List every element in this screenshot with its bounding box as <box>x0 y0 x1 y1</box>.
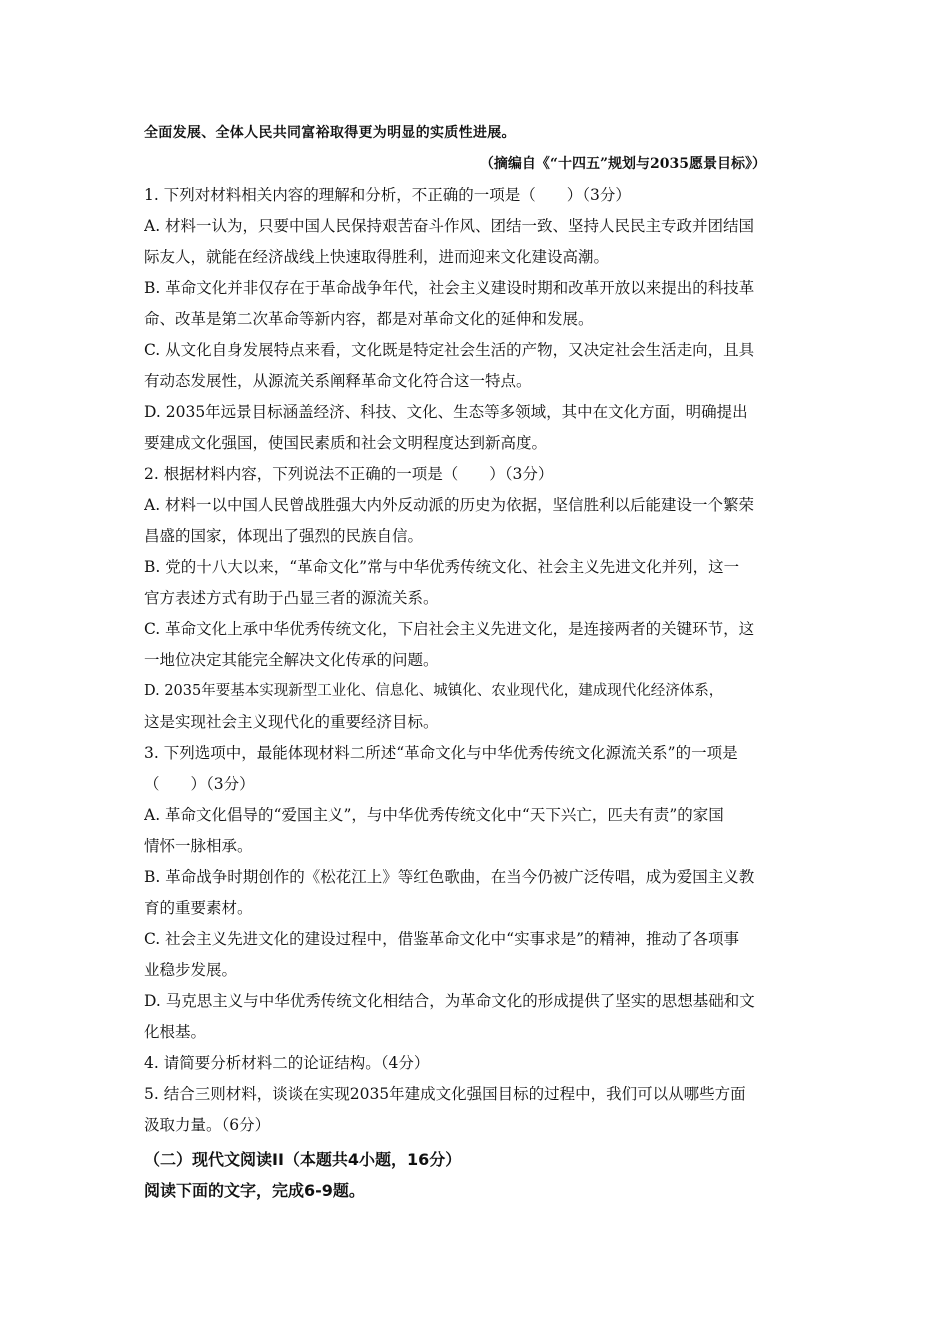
question-stem: 5. 结合三则材料，谈谈在实现2035年建成文化强国目标的过程中，我们可以从哪些方面 <box>144 1085 746 1103</box>
option-a-cont: 昌盛的国家，体现出了强烈的民族自信。 <box>144 527 424 545</box>
question-stem-cont: 汲取力量。（6分） <box>144 1116 271 1134</box>
question-stem-cont: （ ）（3分） <box>144 775 255 793</box>
option-c-cont: 有动态发展性，从源流关系阐释革命文化符合这一特点。 <box>144 372 532 390</box>
question-stem: 1. 下列对材料相关内容的理解和分析，不正确的一项是（ ）（3分） <box>144 186 631 204</box>
option-d-cont: 化根基。 <box>144 1023 207 1041</box>
option-a: A. 材料一认为，只要中国人民保持艰苦奋斗作风、团结一致、坚持人民民主专政并团结国 <box>144 217 755 235</box>
page-content <box>144 118 810 1206</box>
question-4 <box>144 1048 810 1079</box>
option-d: D. 2035年远景目标涵盖经济、科技、文化、生态等多领域，其中在文化方面，明确提出 <box>144 403 748 421</box>
option-c-cont: 业稳步发展。 <box>144 961 238 979</box>
section-instruction: 阅读下面的文字，完成6-9题。 <box>144 1181 365 1200</box>
option-c: C. 革命文化上承中华优秀传统文化，下启社会主义先进文化，是连接两者的关键环节，这 <box>144 620 755 638</box>
question-stem: 3. 下列选项中，最能体现材料二所述“革命文化与中华优秀传统文化源流关系”的一项是 <box>144 744 738 762</box>
question-3 <box>144 738 810 1048</box>
option-b: B. 革命战争时期创作的《松花江上》等红色歌曲，在当今仍被广泛传唱，成为爱国主义教 <box>144 868 755 886</box>
option-a: A. 革命文化倡导的“爱国主义”，与中华优秀传统文化中“天下兴亡，匹夫有责”的家国 <box>144 806 724 824</box>
option-c: C. 从文化自身发展特点来看，文化既是特定社会生活的产物，又决定社会生活走向，且具 <box>144 341 755 359</box>
question-5 <box>144 1079 810 1141</box>
option-c-cont: 一地位决定其能完全解决文化传承的问题。 <box>144 651 439 669</box>
option-c: C. 社会主义先进文化的建设过程中，借鉴革命文化中“实事求是”的精神，推动了各项事 <box>144 930 740 948</box>
option-b: B. 革命文化并非仅存在于革命战争年代，社会主义建设时期和改革开放以来提出的科技革 <box>144 279 755 297</box>
option-a-cont: 际友人，就能在经济战线上快速取得胜利，进而迎来文化建设高潮。 <box>144 248 610 266</box>
option-a-cont: 情怀一脉相承。 <box>144 837 253 855</box>
option-b: B. 党的十八大以来，“革命文化”常与中华优秀传统文化、社会主义先进文化并列，这一 <box>144 558 740 576</box>
paragraph-tail: 全面发展、全体人民共同富裕取得更为明显的实质性进展。 <box>144 125 516 141</box>
question-2 <box>144 459 810 738</box>
source-citation: （摘编自《“十四五”规划与2035愿景目标》） <box>479 156 766 172</box>
option-d-cont: 要建成文化强国，使国民素质和社会文明程度达到新高度。 <box>144 434 548 452</box>
question-stem: 2. 根据材料内容，下列说法不正确的一项是（ ）（3分） <box>144 465 554 483</box>
option-d-cont: 这是实现社会主义现代化的重要经济目标。 <box>144 713 439 731</box>
option-a: A. 材料一以中国人民曾战胜强大内外反动派的历史为依据，坚信胜利以后能建设一个繁荣 <box>144 496 755 514</box>
option-b-cont: 命、改革是第二次革命等新内容，都是对革命文化的延伸和发展。 <box>144 310 594 328</box>
question-stem: 4. 请简要分析材料二的论证结构。（4分） <box>144 1054 430 1072</box>
option-d: D. 马克思主义与中华优秀传统文化相结合，为革命文化的形成提供了坚实的思想基础和文 <box>144 992 755 1010</box>
option-b-cont: 育的重要素材。 <box>144 899 253 917</box>
option-b-cont: 官方表述方式有助于凸显三者的源流关系。 <box>144 589 439 607</box>
question-1 <box>144 180 810 459</box>
section-heading: （二）现代文阅读II（本题共4小题，16分） <box>144 1150 462 1169</box>
option-d: D. 2035年要基本实现新型工业化、信息化、城镇化、农业现代化，建成现代化经济体系， <box>144 683 724 699</box>
